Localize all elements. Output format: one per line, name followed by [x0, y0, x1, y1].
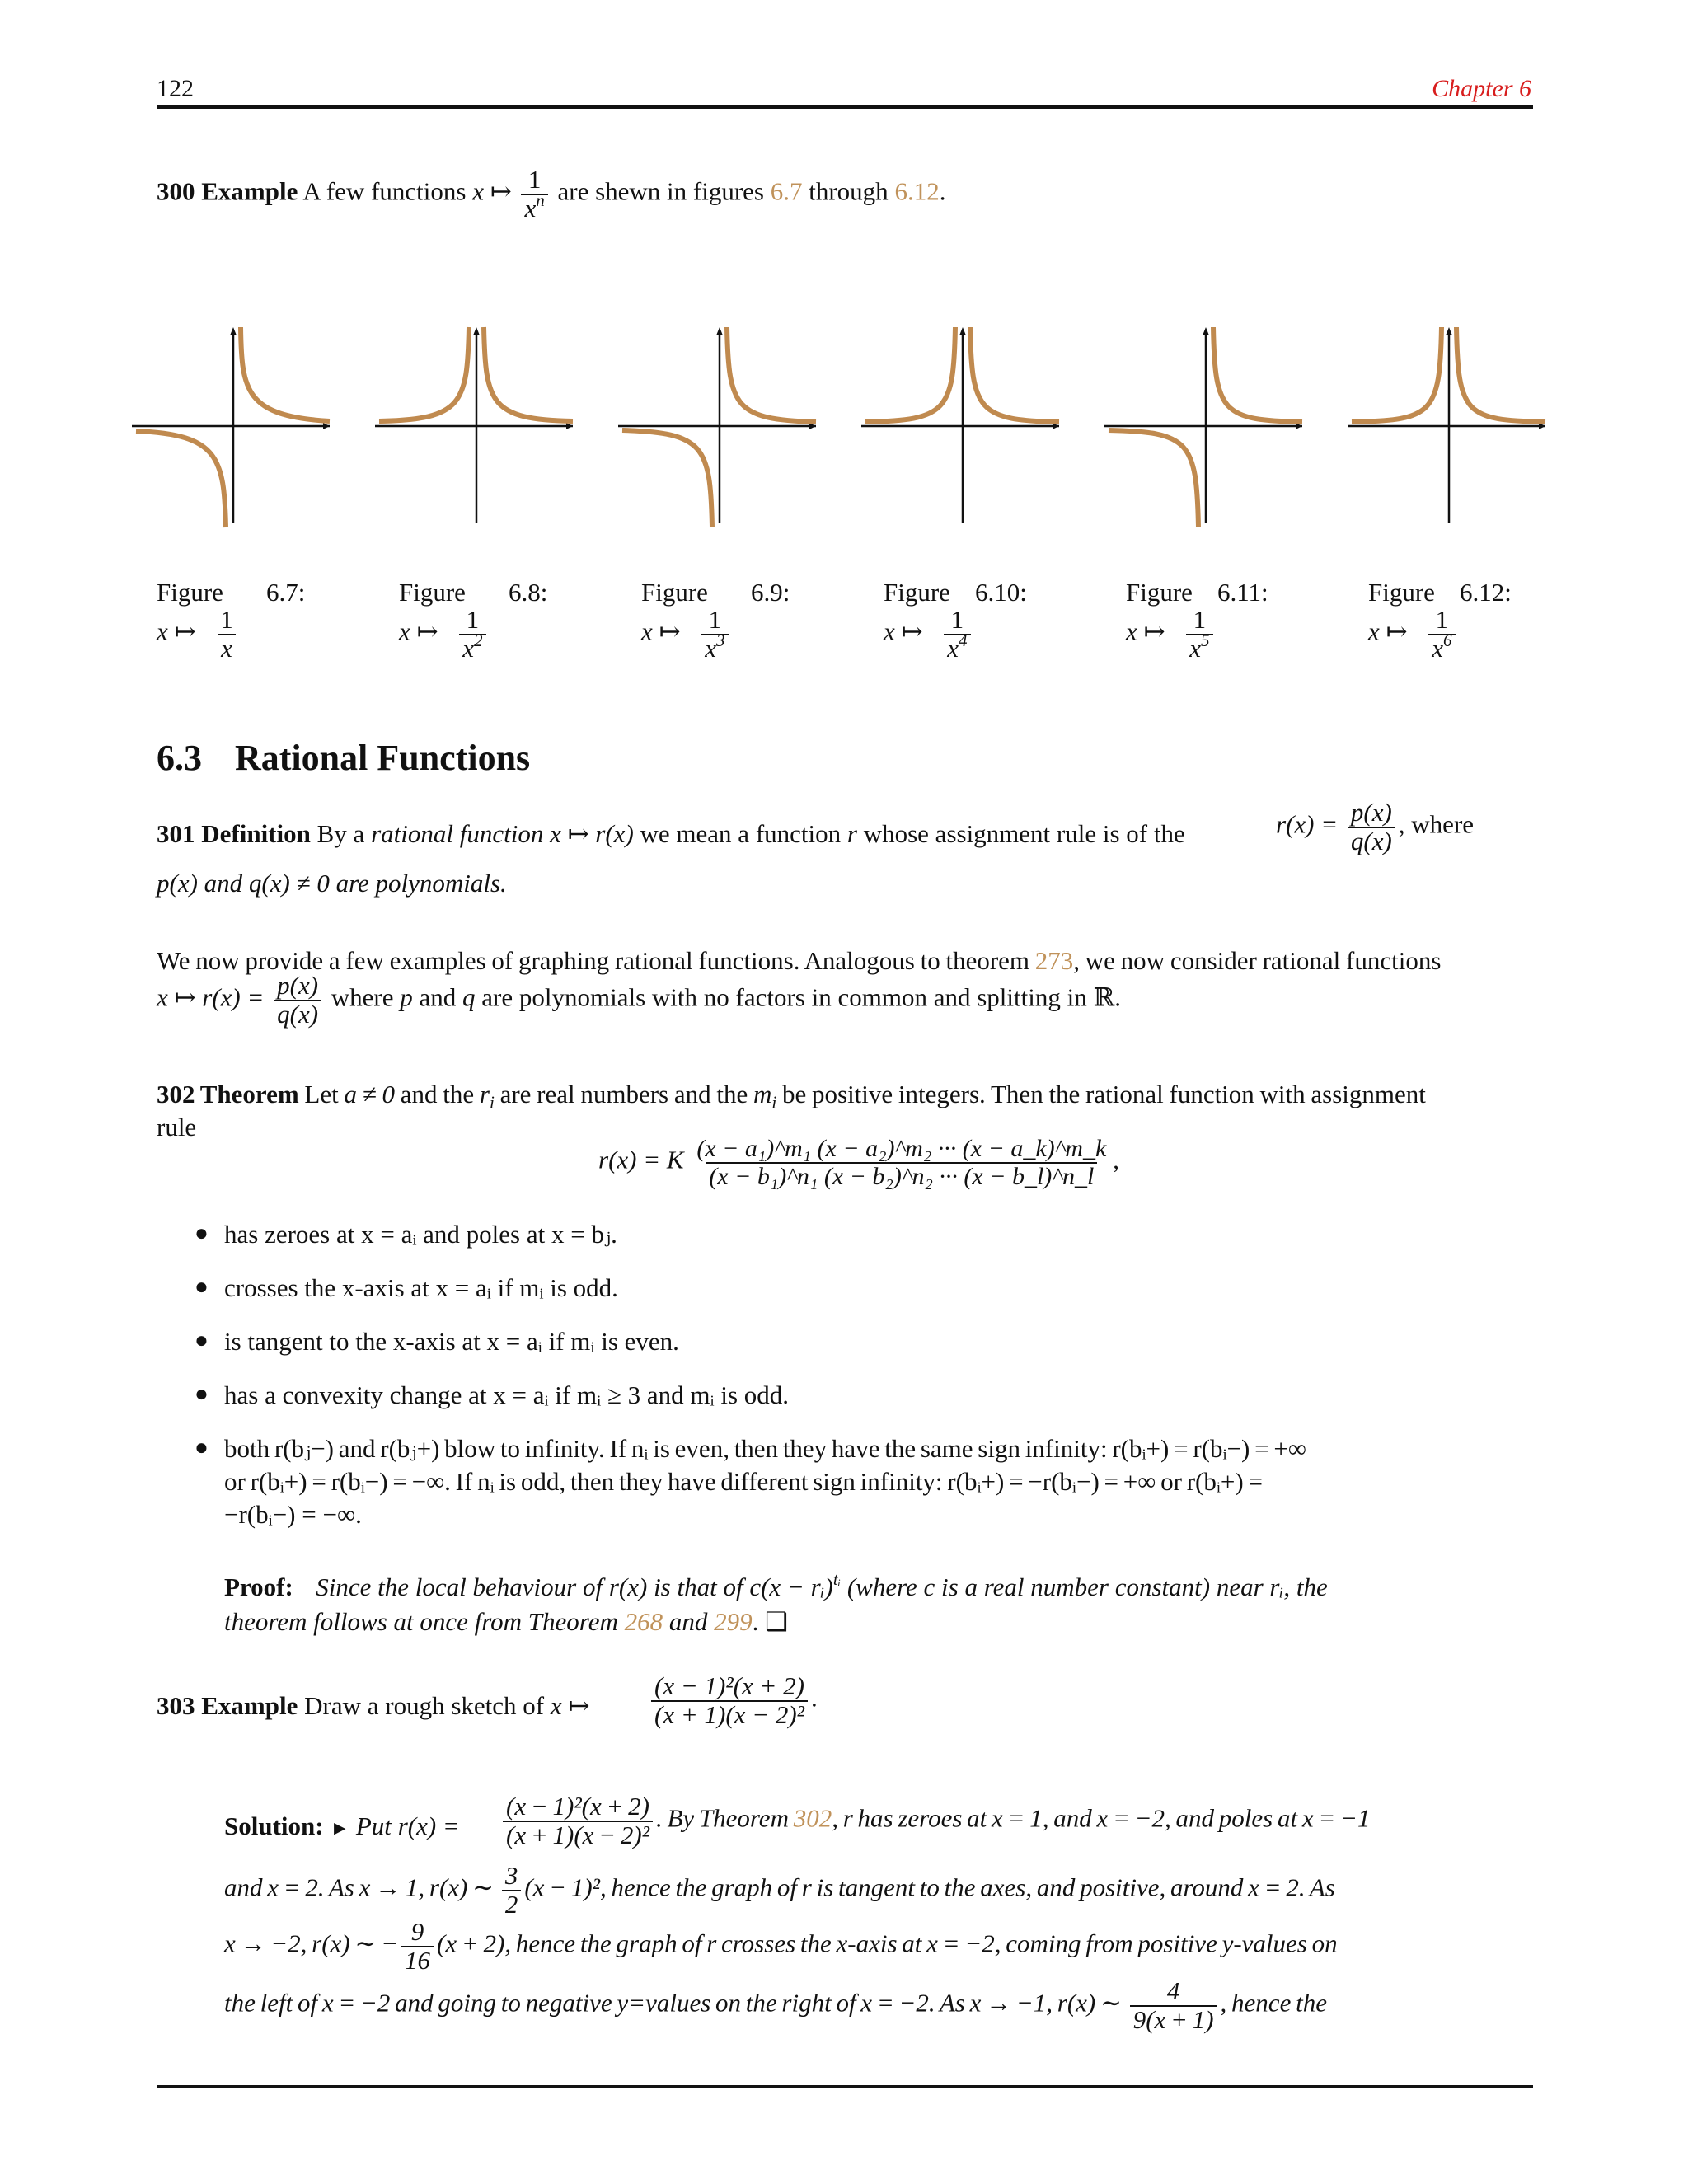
theorem-302-line2: rule	[157, 1113, 197, 1141]
bullet-dot: ●	[195, 1328, 209, 1353]
formula-denominator: (x − b₁)^n₁ (x − b₂)^n₂ ··· (x − b_l)^n_l	[706, 1162, 1097, 1190]
formula-numerator: (x − a₁)^m₁ (x − a₂)^m₂ ··· (x − a_k)^m_k	[696, 1135, 1107, 1162]
caption-map: x ↦	[157, 616, 196, 646]
example-300-text-c: through	[809, 176, 889, 206]
caption-number: 6.11:	[1217, 578, 1268, 607]
caption-map: x ↦	[884, 616, 923, 646]
caption-map: x ↦	[399, 616, 438, 646]
bullet-item-continued: or r(bᵢ+) = r(bᵢ−) = −∞. If nᵢ is odd, then they have different sign infinity: r(bᵢ+) = −r(bᵢ−) = +∞ or r(bᵢ+) =	[224, 1467, 1263, 1496]
solution-line3: x → −2, r(x) ∼ − $\frac{9}{16}$ (x + 2), hence the graph of r crosses the x-axis at x = −2, coming from positive y-values on	[224, 1917, 1338, 1975]
figure-6-12-caption: Figure 6.12: x ↦ $\frac{1}{x^6}$	[1368, 578, 1512, 663]
header-rule	[157, 105, 1533, 109]
theorem-link-273[interactable]: 273	[1034, 946, 1074, 975]
example-300-text-a: A few functions	[302, 176, 467, 206]
caption-label: Figure	[641, 578, 708, 607]
bullet-dot: ●	[195, 1274, 209, 1300]
solution-arrow-icon: ►	[330, 1818, 350, 1840]
caption-label: Figure	[399, 578, 466, 607]
caption-number: 6.7:	[265, 578, 306, 607]
theorem-302-formula: r(x) = K $\frac{\text{(x − a₁)\textasciicircum{}m₁ (x − a₂)\textasciicircum{}m₂ ··· (x − a\_k)\textasciicircum{}m\_k}}{\text{(x − b₁)\textasciicircum{}n₁ (x − b₂)\textasciicircum{}n₂ ··· (x − b\_l)\textasciicircum{}n\_l}}$ ,	[598, 1135, 1120, 1190]
proof-line2: theorem follows at once from Theorem 268 and 299. ❑	[224, 1607, 788, 1636]
theorem-link-299[interactable]: 299	[714, 1607, 753, 1636]
figure-6-8-plot	[375, 326, 585, 532]
figure-6-8-caption: Figure 6.8: x ↦ $\frac{1}{x^2}$	[399, 578, 548, 663]
figure-link-6-12[interactable]: 6.12	[894, 176, 940, 206]
bullet-item: is tangent to the x-axis at x = aᵢ if mᵢ is even.	[224, 1327, 679, 1356]
solution: Solution: ► Put r(x) =	[224, 1811, 460, 1840]
figure-6-11-caption: Figure 6.11: x ↦ $\frac{1}{x^5}$	[1126, 578, 1268, 663]
figure-6-10-plot	[861, 326, 1071, 532]
caption-label: Figure	[157, 578, 223, 607]
caption-map: x ↦	[1126, 616, 1165, 646]
theorem-link-268[interactable]: 268	[624, 1607, 663, 1636]
bullet-item-continued: −r(bᵢ−) = −∞.	[224, 1500, 362, 1529]
example-300-fraction	[521, 166, 547, 222]
figure-6-9-plot	[618, 326, 828, 532]
paragraph-intro-line2: x ↦ r(x) = $\frac{p(x)}{q(x)}$ where p and q are polynomials with no factors in common and splitting in ℝ.	[157, 971, 1121, 1029]
solution-line4: the left of x = −2 and going to negative y=values on the right of x = −2. As x → −1, r(x) ∼ $\frac{4}{9(x + 1)}$ , hence the	[224, 1976, 1327, 2034]
bullet-dot: ●	[195, 1381, 209, 1407]
chapter-heading-link[interactable]: Chapter 6	[1432, 75, 1531, 102]
example-300-number: 300	[157, 176, 195, 206]
caption-label: Figure	[1126, 578, 1193, 607]
example-300: 300 Example A few functions x ↦ $\frac{1}{x^n}$ are shewn in figures 6.7 through 6.12.	[157, 165, 946, 223]
definition-number: 301	[157, 819, 195, 848]
page-number: 122	[157, 75, 194, 102]
bullet-item: has zeroes at x = aᵢ and poles at x = bⱼ.	[224, 1220, 617, 1249]
definition-301: 301 Definition By a rational function x ↦ r(x) we mean a function r whose assignment rule is of the	[157, 819, 1185, 848]
proof-label: Proof:	[224, 1572, 293, 1601]
fraction-denominator: $x^n$	[521, 194, 547, 223]
figure-6-11-plot	[1104, 326, 1315, 532]
solution-label: Solution:	[224, 1811, 324, 1840]
fraction-numerator: 1	[528, 165, 542, 194]
bullet-item: has a convexity change at x = aᵢ if mᵢ ≥ 3 and mᵢ is odd.	[224, 1380, 790, 1409]
example-300-text-b: are shewn in figures	[557, 176, 764, 206]
theorem-link-302[interactable]: 302	[793, 1803, 832, 1833]
definition-301-formula: r(x) = $\frac{p(x)}{q(x)}$ , where	[1276, 798, 1475, 855]
figure-link-6-7[interactable]: 6.7	[770, 176, 803, 206]
caption-number: 6.12:	[1459, 578, 1512, 607]
solution-line1: $\frac{\text{(x − 1)²(x + 2)}}{\text{(x + 1)(x − 2)²}}$ . By Theorem 302, r has zeroes at x = 1, and x = −2, and poles at x = −1	[499, 1793, 1370, 1849]
caption-number: 6.9:	[750, 578, 790, 607]
caption-label: Figure	[884, 578, 950, 607]
bullet-dot: ●	[195, 1221, 209, 1246]
caption-number: 6.8:	[508, 578, 548, 607]
example-300-label: Example	[201, 176, 298, 206]
section-heading	[157, 735, 530, 781]
example-303-formula: $\frac{\text{(x − 1)²(x + 2)}}{\text{(x + 1)(x − 2)²}}$ .	[648, 1673, 818, 1728]
example-303: 303 Example Draw a rough sketch of x ↦	[157, 1691, 590, 1720]
solution-line2: and x = 2. As x → 1, r(x) ∼ $\frac{3}{2}$ (x − 1)², hence the graph of r is tangent to the axes, and positive, around x = 2. As	[224, 1861, 1335, 1919]
theorem-label: 302 Theorem	[157, 1080, 299, 1108]
figure-6-9-caption: Figure 6.9: x ↦ $\frac{1}{x^3}$	[641, 578, 790, 663]
caption-map: x ↦	[1368, 616, 1408, 646]
section-number: 6.3	[157, 738, 202, 778]
theorem-302: 302 Theorem Let a ≠ 0 and the $r_i$ are real numbers and the $m_i$ be positive integers. Then the rational function with assignment	[157, 1080, 1426, 1113]
caption-label: Figure	[1368, 578, 1435, 607]
definition-label: Definition	[201, 819, 311, 848]
paragraph-intro: We now provide a few examples of graphing rational functions. Analogous to theorem 273, we now consider rational functions	[157, 946, 1442, 975]
definition-301-line2: p(x) and q(x) ≠ 0 are polynomials.	[157, 869, 507, 898]
bullet-dot: ●	[195, 1435, 209, 1460]
example-303-label: Example	[201, 1691, 298, 1720]
footer-rule	[157, 2085, 1533, 2088]
example-303-number: 303	[157, 1691, 195, 1720]
section-title: Rational Functions	[235, 738, 531, 778]
figure-6-7-plot	[132, 326, 342, 532]
bullet-item: crosses the x-axis at x = aᵢ if mᵢ is odd.	[224, 1273, 618, 1302]
figure-6-10-caption: Figure 6.10: x ↦ $\frac{1}{x^4}$	[884, 578, 1027, 663]
figure-6-7-caption: Figure 6.7: x ↦ $\frac{1}{x}$	[157, 578, 306, 663]
proof: Proof: Since the local behaviour of r(x) is that of c(x − rᵢ)$^{tᵢ}$ (where c is a real number constant) near rᵢ, the	[224, 1568, 1328, 1601]
caption-number: 6.10:	[974, 578, 1027, 607]
caption-map: x ↦	[641, 616, 681, 646]
figure-6-12-plot	[1348, 326, 1558, 532]
bullet-item: both r(bⱼ−) and r(bⱼ+) blow to infinity. If nᵢ is even, then they have the same sign infinity: r(bᵢ+) = r(bᵢ−) = +∞	[224, 1434, 1306, 1463]
example-300-map: x ↦	[472, 176, 512, 206]
definition-term: rational function x ↦ r(x)	[371, 819, 634, 848]
